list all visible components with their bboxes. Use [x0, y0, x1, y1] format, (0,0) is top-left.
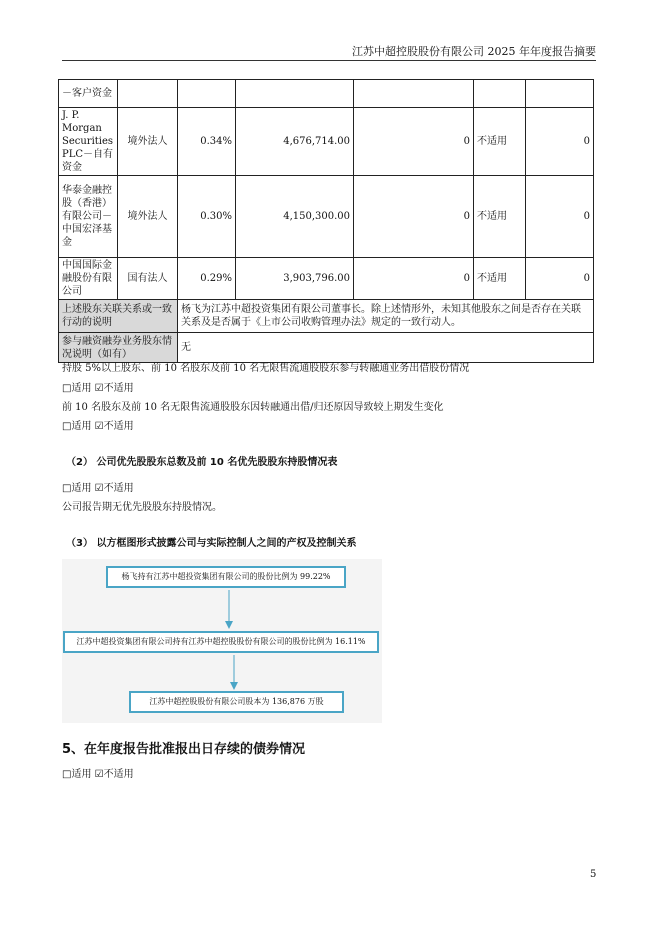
table-row [59, 80, 594, 108]
restricted-shares: 0 [354, 108, 474, 176]
pledge-quantity: 0 [526, 176, 594, 258]
arrow-head-2 [230, 682, 238, 690]
control-diagram [62, 559, 382, 723]
restricted-shares: 0 [354, 258, 474, 300]
change-option: □适用 ☑不适用 [62, 421, 134, 432]
section-2-title: （2） 公司优先股股东总数及前 10 名优先股股东持股情况表 [66, 457, 338, 468]
table-row [59, 258, 594, 300]
share-count: 3,903,796.00 [236, 258, 354, 300]
diagram-box-company: 江苏中超控股股份有限公司股本为 136,876 万股 [129, 691, 344, 713]
shareholder-name: 中国国际金融股份有限公司 [59, 258, 118, 300]
relation-text: 杨飞为江苏中超投资集团有限公司董事长。除上述情形外，未知其他股东之间是否存在关联关系及是否属于《上市公司收购管理办法》规定的一致行动人。 [178, 300, 594, 333]
section-2-note: 公司报告期无优先股股东持股情况。 [62, 502, 222, 513]
shareholder-name: J. P. Morgan Securities PLC－自有资金 [59, 108, 118, 176]
section-2-option: □适用 ☑不适用 [62, 483, 134, 494]
pledge-quantity: 0 [526, 258, 594, 300]
page-number: 5 [590, 869, 597, 880]
shareholder-table [58, 79, 594, 363]
shareholder-type: 境外法人 [118, 176, 178, 258]
table-row [59, 176, 594, 258]
holding-ratio: 0.34% [178, 108, 236, 176]
page-header: 江苏中超控股股份有限公司 2025 年年度报告摘要 [62, 46, 596, 61]
section-5-title: 5、在年度报告批准报出日存续的债券情况 [62, 742, 306, 757]
shareholder-name: －客户资金 [59, 80, 118, 108]
pledge-quantity: 0 [526, 108, 594, 176]
lending-paragraph: 持股 5%以上股东、前 10 名股东及前 10 名无限售流通股股东参与转融通业务出借股份情况 [62, 363, 470, 374]
section-5-option: □适用 ☑不适用 [62, 769, 134, 780]
table-row [59, 333, 594, 363]
shareholder-type: 国有法人 [118, 258, 178, 300]
pledge-status: 不适用 [474, 258, 526, 300]
pledge-status: 不适用 [474, 176, 526, 258]
shareholder-name: 华泰金融控股（香港）有限公司－中国宏泽基金 [59, 176, 118, 258]
lending-option: □适用 ☑不适用 [62, 383, 134, 394]
section-3-title: （3） 以方框图形式披露公司与实际控制人之间的产权及控制关系 [66, 538, 357, 549]
restricted-shares: 0 [354, 176, 474, 258]
pledge-status: 不适用 [474, 108, 526, 176]
margin-label: 参与融资融券业务股东情况说明（如有） [59, 333, 178, 363]
holding-ratio: 0.30% [178, 176, 236, 258]
table-row [59, 108, 594, 176]
diagram-box-controller: 杨飞持有江苏中超投资集团有限公司的股份比例为 99.22% [106, 566, 346, 588]
share-count: 4,676,714.00 [236, 108, 354, 176]
relation-label: 上述股东关联关系或一致行动的说明 [59, 300, 178, 333]
change-paragraph: 前 10 名股东及前 10 名无限售流通股股东因转融通出借/归还原因导致较上期发生变化 [62, 402, 444, 413]
table-row [59, 300, 594, 333]
margin-text: 无 [178, 333, 594, 363]
share-count: 4,150,300.00 [236, 176, 354, 258]
holding-ratio: 0.29% [178, 258, 236, 300]
arrow-head-1 [225, 621, 233, 629]
diagram-box-parent: 江苏中超投资集团有限公司持有江苏中超控股股份有限公司的股份比例为 16.11% [63, 631, 379, 653]
shareholder-type: 境外法人 [118, 108, 178, 176]
